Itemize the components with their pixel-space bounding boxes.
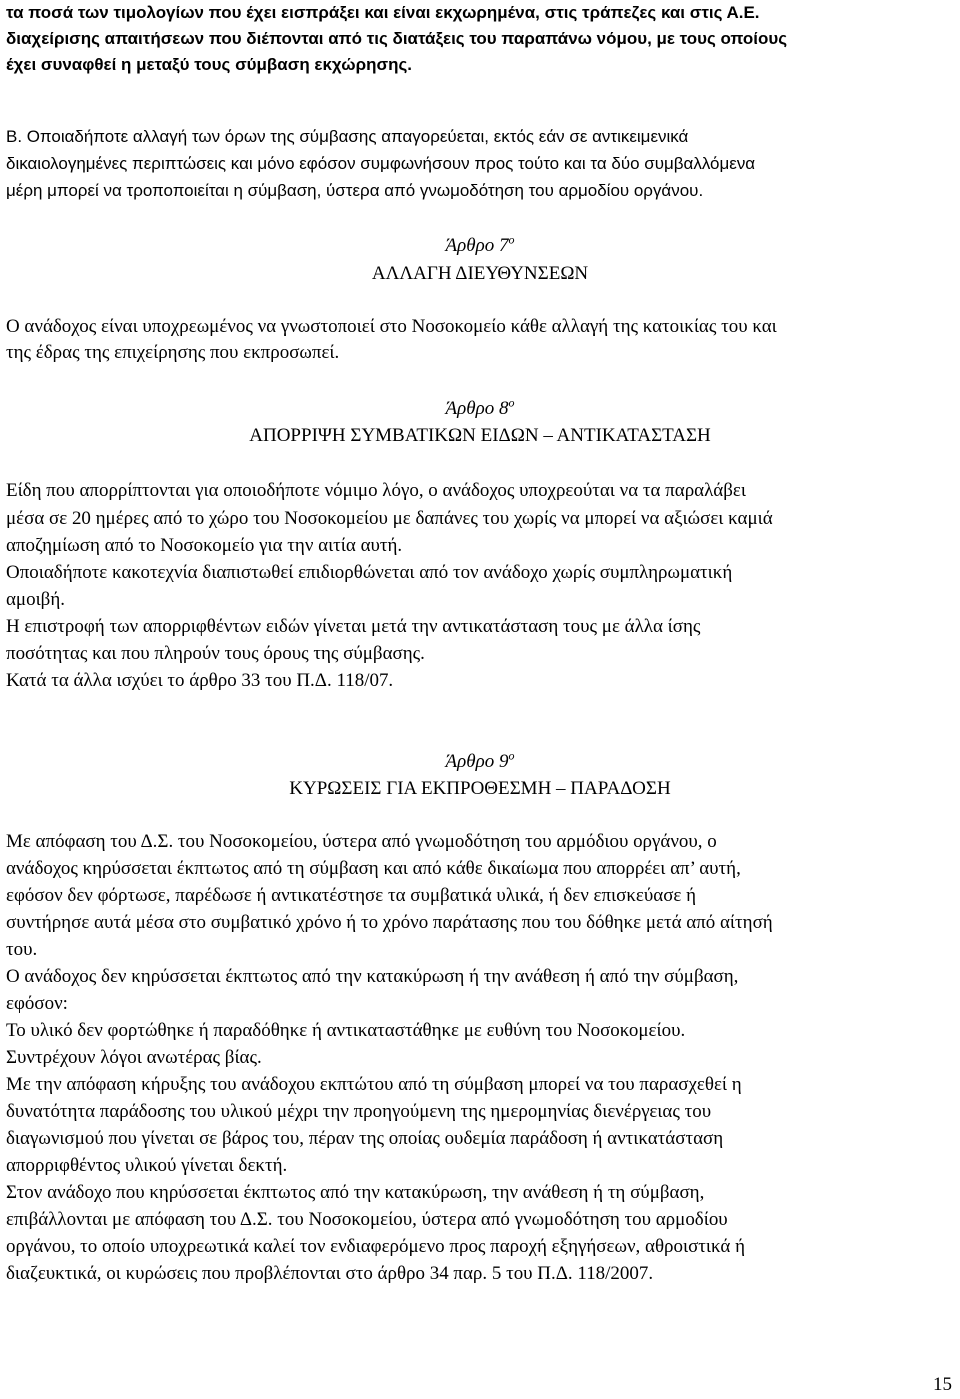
article-9-line-10: Με την απόφαση κήρυξης του ανάδοχου εκπτώτου από τη σύμβαση μπορεί να του παρασχεθεί η <box>6 1074 742 1095</box>
article-8-line-2: μέσα σε 20 ημέρες από το χώρο του Νοσοκομείου με δαπάνες του χωρίς να μπορεί να αξιώσει καμιά <box>6 508 773 529</box>
article-9-line-5: του. <box>6 939 38 960</box>
page-number: 15 <box>933 1374 952 1395</box>
article-9-line-7: εφόσον: <box>6 993 68 1014</box>
article-8-title: ΑΠΟΡΡΙΨΗ ΣΥΜΒΑΤΙΚΩΝ ΕΙΔΩΝ – ΑΝΤΙΚΑΤΑΣΤΑΣΗ <box>249 425 711 446</box>
article-8-line-5: αμοιβή. <box>6 589 65 610</box>
article-7-line-2: της έδρας της επιχείρησης που εκπροσωπεί. <box>6 342 340 363</box>
article-9-line-8: Το υλικό δεν φορτώθηκε ή παραδόθηκε ή αντικαταστάθηκε με ευθύνη του Νοσοκομείου. <box>6 1020 686 1041</box>
article-9-line-16: οργάνου, το οποίο υποχρεωτικά καλεί τον ενδιαφερόμενο προς παροχή εξηγήσεων, αθροιστικά ή <box>6 1236 746 1257</box>
article-9-line-11: δυνατότητα παράδοσης του υλικού μέχρι την προηγούμενη της ημερομηνίας διενέργειας του <box>6 1101 712 1122</box>
article-8-line-8: Κατά τα άλλα ισχύει το άρθρο 33 του Π.Δ. 118/07. <box>6 670 394 691</box>
article-9-line-6: Ο ανάδοχος δεν κηρύσσεται έκπτωτος από την κατακύρωση ή την ανάθεση ή από την σύμβαση, <box>6 966 739 987</box>
section-b-line-2: δικαιολογημένες περιπτώσεις και μόνο εφόσον συμφωνήσουν προς τούτο και τα δύο συμβαλλόμενα <box>6 154 756 173</box>
article-8-line-4: Οποιαδήποτε κακοτεχνία διαπιστωθεί επιδιορθώνεται από τον ανάδοχο χωρίς συμπληρωματική <box>6 562 733 583</box>
article-8-line-1: Είδη που απορρίπτονται για οποιοδήποτε νόμιμο λόγο, ο ανάδοχος υποχρεούται να τα παραλάβει <box>6 480 746 501</box>
article-9-heading: Άρθρο $9^o$ <box>445 748 515 772</box>
article-9-line-17: διαζευκτικά, οι κυρώσεις που προβλέπονται στο άρθρο 34 παρ. 5 του Π.Δ. 118/2007. <box>6 1263 654 1284</box>
article-8-line-6: Η επιστροφή των απορριφθέντων ειδών γίνεται μετά την αντικατάσταση τους με άλλα ίσης <box>6 616 701 637</box>
article-9-line-15: επιβάλλονται με απόφαση του Δ.Σ. του Νοσοκομείου, ύστερα από γνωμοδότηση του αρμοδίου <box>6 1209 728 1230</box>
article-9-line-12: διαγωνισμού που γίνεται σε βάρος του, πέραν της οποίας ουδεμία παράδοση ή αντικατάσταση <box>6 1128 724 1149</box>
article-9-line-14: Στον ανάδοχο που κηρύσσεται έκπτωτος από την κατακύρωση, την ανάθεση ή τη σύμβαση, <box>6 1182 705 1203</box>
article-8-line-3: αποζημίωση από το Νοσοκομείο για την αιτία αυτή. <box>6 535 403 556</box>
article-7-heading: Άρθρο $7^o$ <box>445 232 515 256</box>
article-9-line-4: συντήρησε αυτά μέσα στο συμβατικό χρόνο ή το χρόνο παράτασης που του δόθηκε μετά από αίτησή <box>6 912 773 933</box>
article-9-line-2: ανάδοχος κηρύσσεται έκπτωτος από τη σύμβαση και από κάθε δικαίωμα που απορρέει απ’ αυτή, <box>6 858 741 879</box>
article-7-line-1: Ο ανάδοχος είναι υποχρεωμένος να γνωστοποιεί στο Νοσοκομείο κάθε αλλαγή της κατοικίας του και <box>6 316 777 337</box>
article-9-line-13: απορριφθέντος υλικού γίνεται δεκτή. <box>6 1155 288 1176</box>
article-9-line-3: εφόσον δεν φόρτωσε, παρέδωσε ή αντικατέστησε τα συμβατικά υλικά, ή δεν επισκεύασε ή <box>6 885 697 906</box>
article-8-line-7: ποσότητας και που πληρούν τους όρους της σύμβασης. <box>6 643 425 664</box>
article-8-heading: Άρθρο $8^o$ <box>445 395 515 419</box>
article-9-line-1: Με απόφαση του Δ.Σ. του Νοσοκομείου, ύστερα από γνωμοδότηση του αρμόδιου οργάνου, ο <box>6 831 717 852</box>
top-line-1: τα ποσά των τιμολογίων που έχει εισπράξει και είναι εκχωρημένα, στις τράπεζες και στις Α.Ε. <box>6 3 760 22</box>
article-7-title: ΑΛΛΑΓΗ ΔΙΕΥΘΥΝΣΕΩΝ <box>371 263 589 284</box>
top-line-3: έχει συναφθεί η μεταξύ τους σύμβαση εκχώρησης. <box>6 55 413 74</box>
article-9-line-9: Συντρέχουν λόγοι ανωτέρας βίας. <box>6 1047 262 1068</box>
section-b-line-1: Β. Οποιαδήποτε αλλαγή των όρων της σύμβασης απαγορεύεται, εκτός εάν σε αντικειμενικά <box>6 127 689 146</box>
section-b-line-3: μέρη μπορεί να τροποποιείται η σύμβαση, ύστερα από γνωμοδότηση του αρμοδίου οργάνου. <box>6 181 704 200</box>
top-line-2: διαχείρισης απαιτήσεων που διέπονται από τις διατάξεις του παραπάνω νόμου, με τους οποίους <box>6 29 788 48</box>
article-9-title: ΚΥΡΩΣΕΙΣ ΓΙΑ ΕΚΠΡΟΘΕΣΜΗ – ΠΑΡΑΔΟΣΗ <box>289 778 671 799</box>
